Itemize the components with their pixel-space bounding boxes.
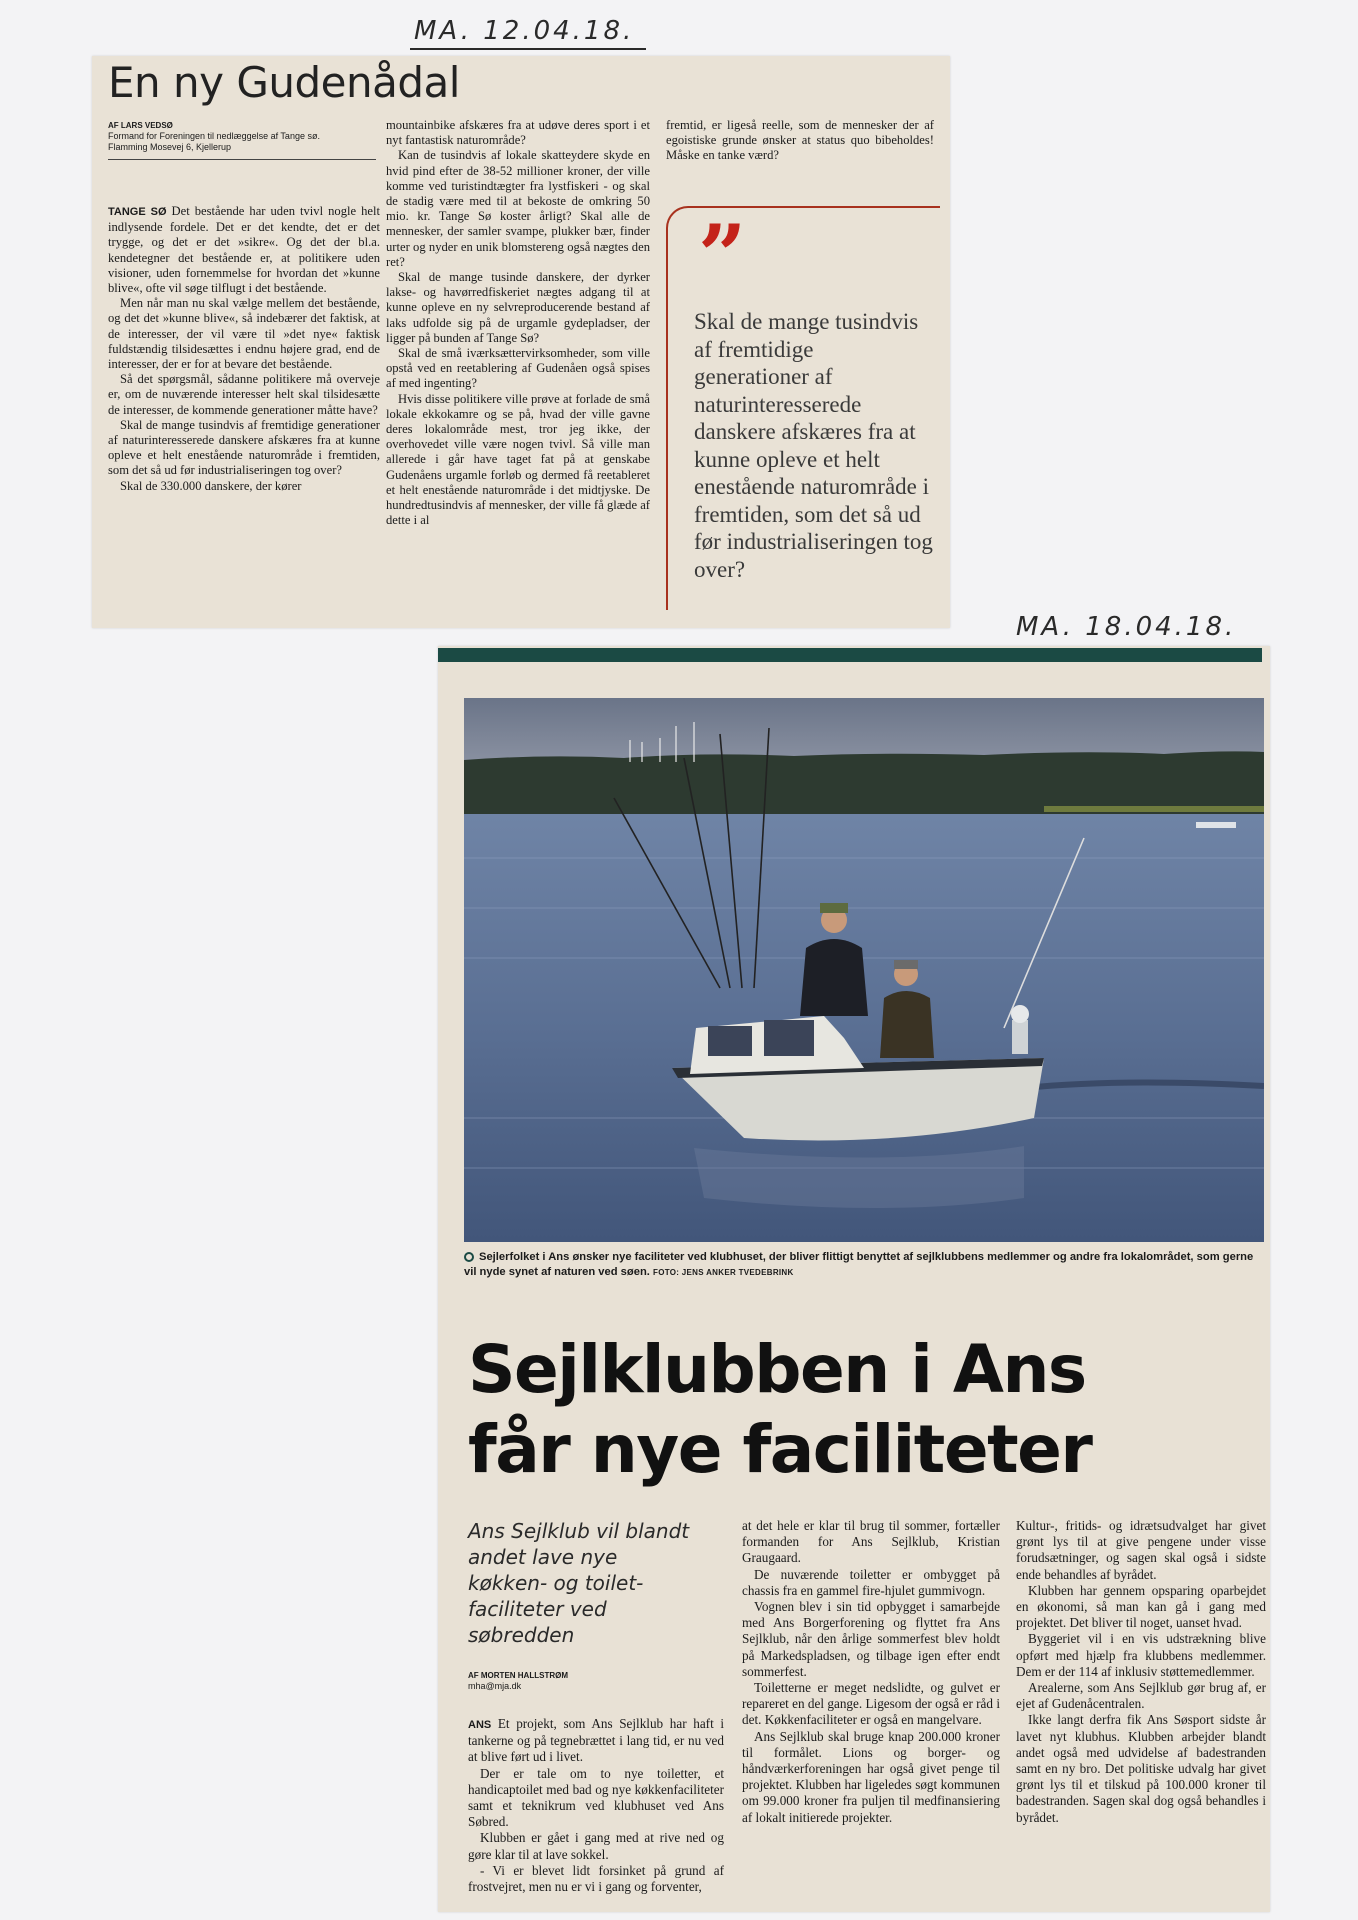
paragraph: ANS Et projekt, som Ans Sejlklub har haft i tankerne og på tegnebrættet i lang tid, er nu ved at blive ført ud i livet.: [468, 1716, 725, 1765]
article-column-1: [108, 204, 380, 494]
headline-line-1: Sejlklubben i Ans: [468, 1331, 1086, 1408]
paragraph: Byggeriet vil i en vis udstrækning blive opført med hjælp fra klubbens medlemmer. Dem er der 114 af inklusiv støttemedlemmer.: [1016, 1631, 1266, 1679]
paragraph: Ikke langt derfra fik Ans Søsport sidste år lavet nyt klubhus. Klubben arbejder blandt andet også med udvidelse af badestranden samt en ny bro. Det politiske udvalg har givet grønt lys til et tilskud på 100.000 kroner til badestranden. Sagen skal dog også behandles i byrådet.: [1016, 1712, 1266, 1825]
article-column-2: [742, 1518, 1000, 1826]
pull-quote: Skal de mange tusindvis af fremtidige generationer af naturinteresserede danskere afskæres fra at kunne opleve et helt enestående naturområde i fremtiden, som det så ud før industrialiseringen tog over?: [694, 309, 933, 582]
paragraph: TANGE SØ Det bestående har uden tvivl nogle helt indlysende fordele. Det er det kendte, det er det trygge, og det er det »sikre«. Og det der bl.a. kendetegner det bestående er, at politikere uden visioner, uden fornemmelse for hvordan det »kunne blive«, ofte vil søge tilflugt i det bestående.: [108, 204, 381, 296]
paragraph: - Vi er blevet lidt forsinket på grund af frostvejret, men nu er vi i gang og forventer,: [468, 1862, 724, 1895]
paragraph: Skal de små iværksættervirksomheder, som ville opstå ved en reetablering af Gudenåen også spises af med ingenting?: [386, 346, 650, 391]
paragraph: Kultur-, fritids- og idrætsudvalget har givet grønt lys til at give pengene under visse forudsætninger, og sagen skal også i sidste ende behandles af byrådet.: [1016, 1518, 1266, 1582]
byline-role: Formand for Foreningen til nedlæggelse af Tange sø.: [108, 131, 320, 141]
lake-boat-image: [464, 698, 1264, 1242]
paragraph: Skal de mange tusinde danskere, der dyrker lakse- og havørredfiskeriet nægtes adgang til at kunne opleve en ny selvreproducerende bestand af laks udfolde sig på de urgamle gydepladser, der ligger på bunden af Tange Sø?: [386, 270, 650, 345]
paragraph: De nuværende toiletter er ombygget på chassis fra en gammel fire-hjulet gummivogn.: [742, 1566, 1000, 1598]
article-column-2: [386, 118, 650, 528]
byline: [108, 120, 376, 160]
paragraph: Skal de 330.000 danskere, der kører: [120, 478, 302, 493]
header-bar: [438, 648, 1262, 662]
paragraph: Men når man nu skal vælge mellem det bestående, og det det »kunne blive«, så indebærer det faktisk, at de interesser, der vil være til »det nye« faktisk fuldstændig tilsidesættes i endnu højere grad, end de interesser, der er for at bevare det bestående.: [108, 296, 380, 372]
handwritten-date-1: MA. 12.04.18.: [410, 16, 646, 50]
article-column-3: [666, 118, 934, 164]
paragraph: Hvis disse politikere ville prøve at forlade de små lokale ekkokamre og se på, hvad der ville gavne deres lokalområde mest, tror jeg ikke, der overhovedet ville være nogen tvivl. Så ville man allerede i går have taget fat på at genskabe Gudenåens urgamle forløb og dermed få reetableret et helt enestående naturområde i det midtjyske. De hundredtusindvis af mennesker, der ville få glæde af dette i al: [386, 391, 650, 528]
article-title: En ny Gudenådal: [108, 58, 460, 107]
article-clipping-gudenadal: [92, 56, 950, 628]
paragraph: Der er tale om to nye toiletter, et handicaptoilet med bad og nye køkkenfaciliteter samt et teknikrum ved klubhuset ved Ans Søbred.: [468, 1765, 724, 1830]
caption-bullet-icon: [464, 1252, 474, 1262]
paragraph: Arealerne, som Ans Sejlklub gør brug af, er ejet af Gudenåcentralen.: [1016, 1680, 1266, 1712]
paragraph: Toiletterne er meget nedslidte, og gulvet er repareret en del gange. Ligesom der også er råd i det. Køkkenfaciliteter er også en mangelvare.: [742, 1680, 1000, 1728]
paragraph: Så det spørgsmål, sådanne politikere må overveje er, om de nuværende interesser helt skal tilsidesætte de interesser, de kommende generationer måtte have?: [108, 372, 380, 417]
article-column-1: [468, 1716, 724, 1895]
dateline: ANS: [468, 1719, 492, 1731]
byline: [468, 1670, 698, 1692]
byline-author: AF MORTEN HALLSTRØM: [468, 1671, 568, 1680]
photo-caption: Sejlerfolket i Ans ønsker nye faciliteter ved klubhuset, der bliver flittigt benyttet af sejlklubbens medlemmer og andre fra lokalområdet, som gerne vil nyde synet af naturen ved søen. FOTO: JENS ANKER TVEDEBRINK: [464, 1251, 1254, 1278]
byline-email: mha@mja.dk: [468, 1681, 522, 1691]
byline-address: Flamming Mosevej 6, Kjellerup: [108, 142, 232, 152]
headline-line-2: får nye faciliteter: [468, 1411, 1092, 1488]
quote-mark-icon: ”: [698, 206, 747, 305]
paragraph: Klubben er gået i gang med at rive ned og gøre klar til at lave sokkel.: [468, 1830, 724, 1862]
photo-credit: FOTO: JENS ANKER TVEDEBRINK: [653, 1268, 794, 1277]
paragraph: Vognen blev i sin tid opbygget i samarbejde med Ans Borgerforening og flyttet fra Ans Sejlklub, når den årlige sommerfest blev holdt på Markedspladsen, og tilbage igen efter endt sommerfest.: [742, 1599, 1000, 1679]
article-column-3: [1016, 1518, 1266, 1826]
paragraph: fremtid, er ligeså reelle, som de mennesker der af egoistiske grunde ønsker at status quo bibeholdes! Måske en tanke værd?: [666, 118, 934, 163]
paragraph: Kan de tusindvis af lokale skatteydere skyde en hvid pind efter de 38-52 millioner kroner, der ville komme ved turistindtægter fra lystfiskeri - og skal de stadig være med til at bekoste de omkring 50 mio. kr. Tange Sø koster årligt? Skal alle de mennesker, der samler svampe, plukker bær, finder urter og nyder en unik blomstereng også nægtes den ret?: [386, 148, 650, 269]
boat-photo: [464, 698, 1264, 1242]
paragraph: mountainbike afskæres fra at udøve deres sport i et nyt fantastisk naturområde?: [386, 118, 650, 148]
headline: [468, 1330, 1258, 1490]
pull-quote-box: [666, 206, 940, 610]
article-clipping-sejlklubben: [438, 646, 1270, 1912]
subheading: Ans Sejlklub vil blandt andet lave nye køkken- og toilet-faciliteter ved søbredden: [468, 1519, 690, 1647]
paragraph: Skal de mange tusindvis af fremtidige generationer af naturinteresserede danskere afskæres fra at kunne opleve et helt enestående naturområde i fremtiden, som det så ud før industrialiseringen tog over?: [108, 417, 380, 478]
paragraph: Ans Sejlklub skal bruge knap 200.000 kroner til formålet. Lions og borger- og håndværkerforeningen har også givet penge til projektet. Klubben har ligeledes søgt kommunen om 99.000 kroner fra puljen til medfinansiering af lokalt initierede projekter.: [742, 1728, 1000, 1825]
handwritten-date-2: MA. 18.04.18.: [1016, 612, 1237, 642]
paragraph: at det hele er klar til brug til sommer, fortæller formanden for Ans Sejlklub, Kristian Graugaard.: [742, 1518, 1000, 1566]
dateline: TANGE SØ: [108, 206, 167, 218]
paragraph: Klubben har gennem opsparing oparbejdet en økonomi, så man kan gå i gang med projektet. Det bliver til noget, uanset hvad.: [1016, 1582, 1266, 1631]
byline-author: AF LARS VEDSØ: [108, 121, 173, 130]
